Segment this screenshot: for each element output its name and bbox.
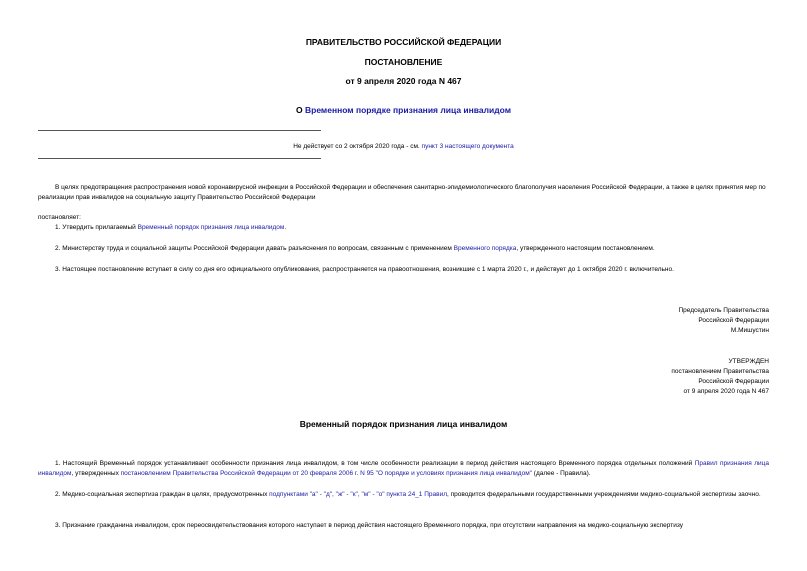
appendix-item-1-suffix: (далее - Правила). [532,470,591,477]
appendix-item-2 [38,490,769,500]
divider-top [38,130,321,131]
appendix-item-1-link2[interactable]: постановлением Правительства Российской Федерации от 20 февраля 2006 г. N 95 "О порядке и условиях признания лица инвалидом" [120,470,532,477]
appendix-item-3: 3. Признание гражданина инвалидом, срок переосвидетельствования которого наступает в период действия настоящего Временного порядка, при отсутствии направления на медико-социальную экспертизу [55,522,683,529]
item-1-suffix: . [284,224,287,231]
item-2-suffix: , утвержденного настоящим постановлением. [516,245,655,252]
notice-link[interactable]: пункт 3 настоящего документа [421,143,514,150]
item-2 [38,244,769,254]
item-2-link[interactable]: Временного порядка [453,245,517,252]
document-title [0,105,807,115]
appendix-item-2-text: 2. Медико-социальная экспертиза граждан в целях, предусмотренных [55,491,270,498]
signature-name: М.Мишустин [730,327,769,334]
item-3: 3. Настоящее постановление вступает в силу со дня его официального опубликования, распространяется на правоотношения, возникшие с 1 марта 2020 г., и действует до 1 октября 2020 г. включительно. [55,266,674,273]
appendix-title: Временный порядок признания лица инвалидом [299,419,508,429]
approval-date: от 9 апреля 2020 года N 467 [683,388,769,395]
signature-block [678,306,769,336]
appendix-item-1-link[interactable]: Правил признания лица инвалидом [38,460,769,477]
issuer-heading: ПРАВИТЕЛЬСТВО РОССИЙСКОЙ ФЕДЕРАЦИИ [305,37,502,47]
appendix-item-2-link[interactable]: подпунктами "а" - "д", "ж" - "к", "м" - "о" пункта 24_1 Правил [269,491,448,498]
item-1 [38,223,769,233]
appendix-item-1 [38,459,769,479]
validity-notice [0,142,807,152]
approval-label: УТВЕРЖДЕН [728,358,769,365]
approval-by: постановлением Правительства [671,368,769,375]
appendix-item-2-suffix: , проводится федеральными государственными учреждениями медико-социальной экспертизы заочно. [447,491,761,498]
approval-block [671,357,769,397]
document-date-number: от 9 апреля 2020 года N 467 [345,76,462,86]
signature-country: Российской Федерации [698,317,769,324]
notice-text: Не действует со 2 октября 2020 года - см. [293,143,422,150]
preamble-paragraph: В целях предотвращения распространения новой коронавирусной инфекции в Российской Федерации и обеспечения санитарно-эпидемиологического благополучия населения Российской Федерации, а также в целях принятия мер по реализации прав инвалидов на социальную защиту Правительство Российской Федерации [38,184,766,201]
resolves-label: постановляет: [38,214,81,221]
item-1-text: 1. Утвердить прилагаемый [55,224,138,231]
title-prefix: О [296,105,305,115]
appendix-item-1-mid: , утвержденных [71,470,121,477]
divider-bottom [38,158,321,159]
item-1-link[interactable]: Временный порядок признания лица инвалидом [137,224,285,231]
appendix-item-1-text: 1. Настоящий Временный порядок устанавливает особенности признания лица инвалидом, в том числе особенности реализации в период действия настоящего Временного порядка отдельных положений [55,460,695,467]
document-type: ПОСТАНОВЛЕНИЕ [364,57,443,67]
title-link[interactable]: Временном порядке признания лица инвалидом [304,105,511,115]
approval-country: Российской Федерации [698,378,769,385]
item-2-text: 2. Министерству труда и социальной защиты Российской Федерации давать разъяснения по вопросам, связанным с применением [55,245,454,252]
signature-position: Председатель Правительства [678,307,769,314]
